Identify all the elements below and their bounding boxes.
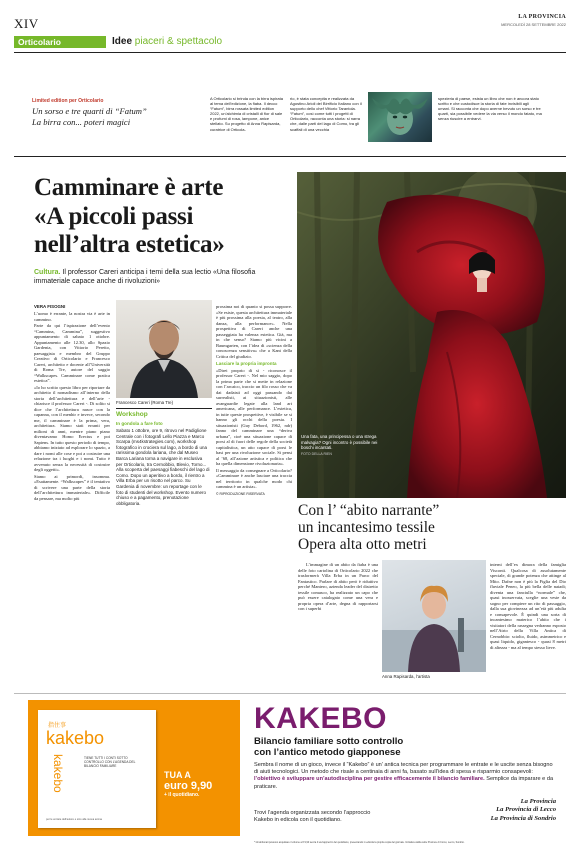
- careri-photo-caption: Francesco Careri (Roma Tre): [116, 400, 174, 405]
- workshop-label: Workshop: [116, 411, 148, 418]
- rapisarda-photo: [382, 560, 486, 672]
- teaser-col1: A Orticolario si brinda con la birra ispirata al tema dell’edizione, la fiaba. Il decco “Fatum”, birra rossata limited edition 2022, un’alchimia di cristalli di fior di sale e profumi di rosa, lampone, anice stellato. Su progetto di Anna Rapisarda, curatrice di Orticola-: [210, 96, 283, 132]
- byline: VERA FISOGNI: [34, 304, 66, 309]
- main-headline: Camminare è arte «A piccoli passi nell’altra estetica»: [34, 174, 225, 258]
- book-kanji: 指住事: [48, 723, 67, 729]
- workshop-title: In gondola a fare foto: [116, 421, 163, 426]
- fairy-photo: [297, 172, 566, 498]
- book-note: TIENE TUTTI I CONTI SOTTO CONTROLLO CON L’AGENDA DEL BILANCIO FAMILIARE: [84, 756, 136, 768]
- ad-newspapers: La Provincia La Provincia di Lecco La Provincia di Sondrio: [490, 798, 556, 822]
- ad-body: Sembra il nome di un gioco, invece il “Kakebo” è un’ antica tecnica per programmare le entrate e le uscite senza bisogno di aiuti tecnologici. Un metodo che risale a centinaia di anni fa, basato sull’idea di spesa e risparmio consapevoli: l’obiettivo è sviluppare un’autodisciplina per gestire efficacemente il bilancio familiare. Semplice da imparare e da praticare.: [254, 762, 554, 790]
- section-bar: [14, 36, 566, 48]
- book-bottom: per le entrate dell’autore e sino alla nuova anima: [46, 818, 102, 821]
- ad-body2: Trovi l’agenda organizzata secondo l’approccio Kakebo in edicola con il quotidiano.: [254, 810, 371, 824]
- teaser-title: Un sorso e tre quarti di “Fatum” La birra con... poteri magici: [32, 106, 147, 127]
- book-title-vertical: kakebo: [51, 754, 65, 793]
- newspaper-name: LA PROVINCIA: [518, 14, 566, 20]
- ad-subtitle: Bilancio familiare sotto controllo con l’antico metodo giapponese: [254, 736, 404, 758]
- workshop-text: Sabato 1 ottobre, ore 9, ritrovo nel Padiglione Centrale con i fotografi Lello Piazza e Marco Scarpa (ms4kstrategies.com), workshop fotografico in crociera sul lago, a bordo di una rarissima gondola lariana, che dal Museo Barca Lariana torna a navigare in esclusiva per Orticolario, tra Cernobbio, Blevio, Torno... Alla scoperta del paesaggi fiabeschi del lago di Como. Dopo un aperitivo a bordo, il rientro a Villa Erba per un risotto nel parco. Su Gardenia di novembre: un reportage con le foto di studenti del workshop. Evento numero chiuso e a pagamento, prenotazione obbligatoria.: [116, 428, 210, 506]
- article2-col1: L’immagine di un abito da fiaba è una delle foto cartolina di Orticolario 2022 che trasformerà Villa Erba in un Parco del Fantastico. Parlare di abito però è riduttivo perché Mantero, azienda leader del distretto tessile comasco, ha realizzato un capo che può essere catalogato come una vera e propria opera d’arte, degna di rapportarsi con i superbi: [298, 562, 378, 611]
- photo-caption-box: Una fata, una principessa o una strega malvagia? Ogni incontro è possibile nei boschi incantati. FOTO DELLA RIEN: [301, 434, 378, 456]
- kakebo-ad: [14, 693, 566, 849]
- kakebo-book: [38, 710, 156, 828]
- col3-subhead: Lasciare la propria impronta: [216, 361, 277, 366]
- section-title: Idee piaceri & spettacolo: [112, 36, 223, 47]
- main-subhead: Cultura. Il professor Careri anticipa i temi della sua lectio «Una filosofia immateriale capace anche di rivoluzioni»: [34, 269, 256, 285]
- page-number: XIV: [14, 16, 39, 31]
- article2-col3: interni dell’ex dimora della famiglia Visconti. Qualcosa di assolutamente speciale, di grande potenza che attinge al Mito. Dafne non è più la Figlia del Dio fluviale Peneo, la più bella delle naiadi; diventa una fanciulla “normale” che, quasi inosservata, sceglie una veste da sogno per compiere un rito di passaggio, dalla sua giovinezza ad un’età più adulta e consapevole. È quindi una sorta di incantesimo materico l’abito che i visitatori della rassegna vedranno esposto nell’Atrio della Villa Antica di Cernobbio: sciolto, fluido, asimmetrico e quasi liquido, gigantesco - quasi 8 metri di altezza - ma al tempo stesso lieve.: [490, 562, 566, 650]
- ad-orange-panel: [28, 700, 240, 836]
- rapisarda-caption: Anna Rapisarda, l’artista: [382, 674, 430, 679]
- article-col1: L’uomo è errante, la nostra via è arte in cammino. Parte da qui l’ispirazione dell’evento “Camminа, Camminа”, suggestivo appuntamento di sabato 1 ottobre. Appuntamento alle 12.30, allo Spazio Gardenia, con Vittorio Peretto, paesaggista e membro del Gruppo Creativo di Orticolario e Francesco Careri, architetto e docente all’Università di Roma Tre, autore del saggio “Walkscapes. Camminare come pratica estetica”. «Io ho scritto questo libro per riportare da architetto il nomadismo all’interno della storia dell’architettura e dell’arte - chiarisce il professor Careri -. Di solito si dice che l’architettura nasce con la capanna, con il menhir e invece, secondo me, il camminare è la prima, vera, architettura. Siamo stati erranti per milioni di anni, mentre piano piano diventavamo Homo Erectus e poi Sapiens. In tutto questo periodo di tempo, abbiamo iniziato ad esplorare lo spazio, a dare i nomi alle cose e poi a costruire una relazione tra i luoghi e i nomi. Tutto è avvenuto senza la necessità di costruire degli oggetti». Siamo ai primordi, insomma. «Esattamente. “Walkscapes” è il tentativo di scrivere una parte della storia dell’architettura immateriale». Difficile da pensare, ma molto più: [34, 311, 110, 501]
- fairy-mask-image: [368, 92, 432, 142]
- careri-photo: [116, 300, 212, 398]
- teaser-kicker: Limited edition per Orticolario: [32, 98, 104, 104]
- ad-footnote: * Gli abbonati possono acquistare il volume a € 9,90 senza il sovrapprezzo del quotidiano, presentando in edicola la propria copia del giornale. Iniziativa valida sulle Province di Como, Lecco, Sondrio.: [254, 841, 465, 844]
- article-col3: prossima noi di quanto si possa supporre. «Se esiste, questa architettura immateriale è più prossima alla poesia, al teatro, alla danza, alla performance». Nella prospettiva di Careri anche una passeggiata ha valenza estetica. Già, ma in che senso? Siamo più vicini a Baumgarten, con l’idea di «scienza della conoscenza sensitiva» che a Kant della Critica del giudizio. Lasciare la propria impronta «Direi proprio di sì - riconosce il professor Careri -. Nel mio saggio, dopo la prima parte che si mette in relazione con l’arcaico, traccio un filo rosso che va dai dadaisti ad oggi passando dai surrealisti, ai situazionisti, alle avanguardie legate alla land art americana, alle performance. L’estetica, in tutte queste prospettive, è visibile se si hanno gli occhi della poesia. I situazionisti (Guy Debord, 1962, ndr) fanno del camminare una “deriva urbana”, cioè una situazione capace di porsi al di fuori delle regole della società capitalistica, un atto capace di porsi le basi per una rivoluzione sociale. Si pensi al ’68, all’azione artistica e politica che ha quella dimensione rivoluzionaria». Il messaggio da consegnare a Orticolario? «Camminare è anche lasciare una traccia nel territorio in qualche modo chi cammina è un artista». © RIPRODUZIONE RISERVATA: [216, 304, 292, 496]
- price-block: TUA A euro 9,90 + il quotidiano.: [164, 770, 213, 798]
- teaser-col3: spezieria di paese, esista un libro che non è ancora stato scritto e che custodisce la storia di fate invisibili agli umani. Si racconta che dopo averne bevuto un sorso e tre quarti, sia possibile vedere la via verso il mondo fatato, ma senza riuscire a entrarvi.: [438, 96, 542, 122]
- ad-brand: KAKEBO: [254, 702, 388, 735]
- issue-date: MERCOLEDÌ 28 SETTEMBRE 2022: [501, 22, 566, 27]
- section-tag: Orticolario: [14, 36, 106, 48]
- article2-headline: Con l’ “abito narrante” un incantesimo tessile Opera alta otto metri: [298, 502, 440, 553]
- teaser-col2: rio, è stata concepita e realizzata da Agostino Arioli del Birrificio Italiano con il supporto dello chef Vittorio Tarantola. “Fatum”, così come tutti i progetti di Orticolario, racconta una storia: si narra che, dalle parti del lago di Como, tra gli scaffali di una vecchia: [290, 96, 362, 132]
- book-title: kakebo: [46, 728, 105, 748]
